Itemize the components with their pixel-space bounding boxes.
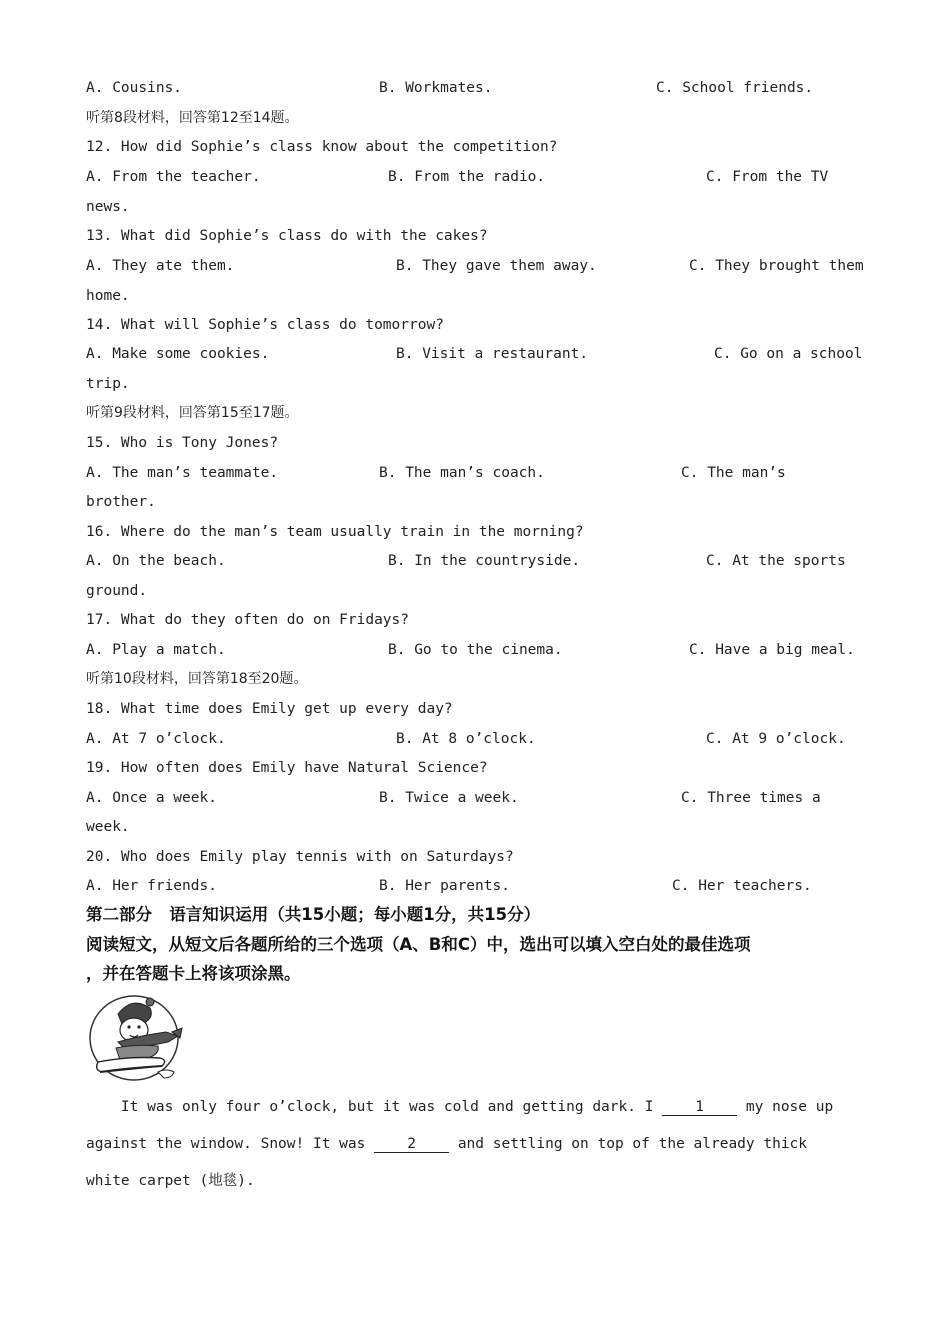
q14-option-c-wrap: trip. [86,376,130,392]
q13-option-a: A. They ate them. [86,258,235,274]
blank-1: 1 [662,1099,737,1116]
q17-option-c: C. Have a big meal. [689,642,855,658]
question-18: 18. What time does Emily get up every day? [86,701,453,717]
question-15: 15. Who is Tony Jones? [86,435,279,451]
question-19: 19. How often does Emily have Natural Science? [86,760,488,776]
question-14: 14. What will Sophie’s class do tomorrow? [86,317,444,333]
q16-option-a: A. On the beach. [86,553,226,569]
q18-option-c: C. At 9 o’clock. [706,731,846,747]
q15-option-c: C. The man’s [681,465,786,481]
q11-option-c: C. School friends. [656,80,814,96]
part-2-heading: 第二部分 语言知识运用（共15小题；每小题1分，共15分） [86,905,541,924]
q16-option-c: C. At the sports [706,553,846,569]
question-16: 16. Where do the man’s team usually train in the morning? [86,524,584,540]
q17-option-a: A. Play a match. [86,642,226,658]
part-2-instruction-line1: 阅读短文，从短文后各题所给的三个选项（A、B和C）中，选出可以填入空白处的最佳选项 [86,935,751,954]
question-12: 12. How did Sophie’s class know about the competition? [86,139,558,155]
q16-option-b: B. In the countryside. [388,553,581,569]
passage-sentence-2: my nose up against the window. Snow! It was [86,1099,834,1152]
q13-option-b: B. They gave them away. [396,258,597,274]
q20-option-a: A. Her friends. [86,878,217,894]
q19-option-a: A. Once a week. [86,790,217,806]
q18-option-a: A. At 7 o’clock. [86,731,226,747]
section-8-instruction: 听第8段材料，回答第12至14题。 [86,110,299,126]
q11-option-b: B. Workmates. [379,80,493,96]
q20-option-c: C. Her teachers. [672,878,812,894]
q19-option-c: C. Three times a [681,790,821,806]
part-2-instruction-line2: ，并在答题卡上将该项涂黑。 [86,964,301,983]
q20-option-b: B. Her parents. [379,878,510,894]
passage-sentence-1: It was only four o’clock, but it was cold and getting dark. I [120,1099,663,1115]
q19-option-c-wrap: week. [86,819,130,835]
question-17: 17. What do they often do on Fridays? [86,612,410,628]
q14-option-b: B. Visit a restaurant. [396,346,589,362]
child-sledding-illustration [88,992,188,1084]
q19-option-b: B. Twice a week. [379,790,519,806]
q12-option-c: C. From the TV [706,169,829,185]
section-10-instruction: 听第10段材料，回答第18至20题。 [86,671,308,687]
q11-option-a: A. Cousins. [86,80,183,96]
q12-option-a: A. From the teacher. [86,169,261,185]
q18-option-b: B. At 8 o’clock. [396,731,536,747]
passage-sentence-3: and settling on top of the already thick white carpet (地毯). [86,1136,808,1189]
q15-option-a: A. The man’s teammate. [86,465,279,481]
q17-option-b: B. Go to the cinema. [388,642,563,658]
q15-option-b: B. The man’s coach. [379,465,545,481]
q12-option-c-wrap: news. [86,199,130,215]
q13-option-c-wrap: home. [86,288,130,304]
cloze-passage [86,1089,856,1200]
q14-option-c: C. Go on a school [714,346,863,362]
q16-option-c-wrap: ground. [86,583,148,599]
blank-2: 2 [374,1136,449,1153]
q12-option-b: B. From the radio. [388,169,546,185]
question-20: 20. Who does Emily play tennis with on Saturdays? [86,849,514,865]
q15-option-c-wrap: brother. [86,494,156,510]
q14-option-a: A. Make some cookies. [86,346,270,362]
q13-option-c: C. They brought them [689,258,864,274]
question-13: 13. What did Sophie’s class do with the cakes? [86,228,488,244]
section-9-instruction: 听第9段材料，回答第15至17题。 [86,405,299,421]
